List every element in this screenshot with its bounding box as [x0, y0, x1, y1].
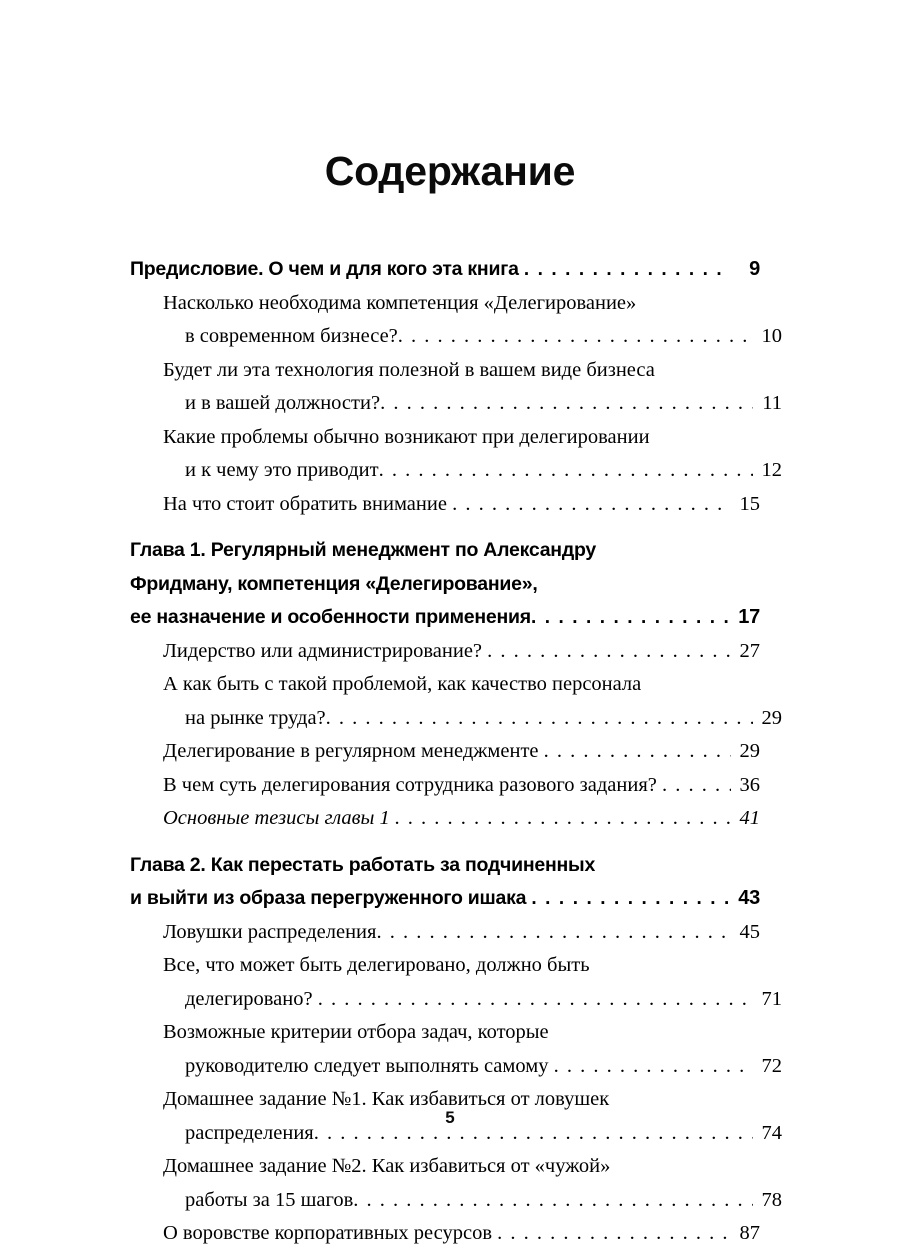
toc-entry-text: в современном бизнесе?: [185, 325, 398, 347]
toc-entry-text: Все, что может быть делегировано, должно быть: [163, 954, 590, 976]
toc-entry-line: [163, 454, 782, 488]
toc-entry-line: [163, 702, 782, 736]
dot-leader: [376, 922, 731, 943]
toc-entry-line: [130, 849, 760, 883]
toc-entry-text: руководителю следует выполнять самому: [185, 1054, 554, 1077]
toc-entry-text: Лидерство или администрирование?: [163, 639, 488, 662]
dot-leader: [487, 641, 731, 662]
toc-page-number: 15: [739, 492, 760, 515]
dot-leader: [662, 775, 731, 796]
toc-entry-text: Глава 1. Регулярный менеджмент по Александру: [130, 539, 596, 561]
toc-entry-text: Насколько необходима компетенция «Делегирование»: [163, 291, 637, 314]
toc-chapter-entry[interactable]: [130, 534, 760, 635]
toc-section-entry[interactable]: [163, 1150, 782, 1217]
toc-section-entry[interactable]: [163, 769, 760, 803]
toc-entry-text: ее назначение и особенности применения: [130, 606, 531, 628]
toc-section-entry[interactable]: [163, 1016, 782, 1083]
toc-section-entry[interactable]: [163, 1217, 760, 1251]
toc-entry-line: [163, 287, 760, 321]
dot-leader: [524, 260, 730, 280]
toc-entry-line: [163, 983, 782, 1017]
toc-section-entry[interactable]: [163, 354, 782, 421]
toc-entry-line: [130, 534, 760, 568]
toc-entry-text: работы за 15 шагов: [185, 1188, 354, 1211]
toc-entry-line: [163, 916, 760, 950]
toc-section-entry[interactable]: [163, 949, 782, 1016]
toc-entry-text: распределения: [185, 1121, 314, 1144]
toc-entry-line: [163, 421, 760, 455]
toc-entry-line: [163, 1150, 760, 1184]
dot-leader: [395, 808, 731, 829]
toc-entry-text: Глава 2. Как перестать работать за подчиненных: [130, 853, 596, 876]
toc-page-number: 29: [739, 740, 760, 762]
toc-entry-line: [163, 354, 760, 388]
toc-entry-line: [163, 1217, 760, 1251]
toc-page-number: 9: [749, 258, 760, 280]
toc-entry-text: В чем суть делегирования сотрудника разового задания?: [163, 773, 662, 796]
toc-entry-line: [163, 1016, 760, 1050]
toc-entry-text: Предисловие. О чем и для кого эта книга: [130, 258, 524, 280]
toc-section-entry[interactable]: [163, 287, 782, 354]
dot-leader: [398, 326, 753, 347]
toc-entry-line: [163, 635, 760, 669]
toc-page-number: 27: [739, 639, 760, 662]
toc-entry-line: [163, 769, 760, 803]
toc-section-entry[interactable]: [163, 802, 760, 836]
dot-leader: [531, 889, 730, 909]
toc-page-number: 17: [738, 606, 760, 628]
toc-section-entry[interactable]: [163, 735, 760, 769]
toc-page-number: 78: [761, 1188, 782, 1211]
toc-entry-text: Будет ли эта технология полезной в вашем виде бизнеса: [163, 358, 655, 381]
toc-page-number: 11: [762, 392, 782, 414]
toc-section-entry[interactable]: [163, 916, 760, 950]
toc-entry-text: и в вашей должности?: [185, 392, 381, 414]
toc-entry-line: [130, 568, 760, 602]
toc-entry-text: Домашнее задание №2. Как избавиться от «чужой»: [163, 1155, 611, 1177]
toc-page-number: 72: [761, 1054, 782, 1077]
toc-entry-line: [163, 735, 760, 769]
toc-section-entry[interactable]: [163, 635, 760, 669]
toc-section-entry[interactable]: [163, 488, 760, 522]
dot-leader: [318, 989, 753, 1010]
toc-page-number: 12: [761, 459, 782, 481]
toc-entry-line: [163, 387, 782, 421]
toc-entry-text: О воровстве корпоративных ресурсов: [163, 1222, 498, 1244]
toc-section-entry[interactable]: [163, 668, 782, 735]
toc-entry-line: [130, 253, 760, 287]
dot-leader: [326, 708, 753, 729]
toc-entry-text: Какие проблемы обычно возникают при делегировании: [163, 425, 650, 448]
toc-entry-text: А как быть с такой проблемой, как качество персонала: [163, 673, 642, 695]
toc-entry-text: на рынке труда?: [185, 706, 326, 729]
dot-leader: [497, 1223, 731, 1244]
toc-page-number: 43: [738, 887, 760, 909]
toc-page-number: 45: [739, 920, 760, 943]
toc-entry-line: [130, 601, 760, 635]
toc-entry-text: Фридману, компетенция «Делегирование»,: [130, 572, 538, 595]
toc-entry-text: Делегирование в регулярном менеджменте: [163, 740, 544, 762]
dot-leader: [554, 1056, 753, 1077]
dot-leader: [544, 741, 731, 762]
section-spacer: [130, 521, 760, 534]
toc-entry-line: [163, 802, 760, 836]
folio-page-number: 5: [445, 1108, 455, 1127]
toc-page-number: 29: [761, 706, 782, 729]
toc-entry-text: и к чему это приводит: [185, 459, 379, 481]
toc-chapter-entry[interactable]: [130, 849, 760, 916]
toc-entry-text: Ловушки распределения: [163, 920, 377, 943]
toc-entry-line: [130, 882, 760, 916]
toc-entry-line: [163, 320, 782, 354]
toc-entry-line: [163, 668, 760, 702]
toc-entry-text: Возможные критерии отбора задач, которые: [163, 1021, 549, 1043]
table-of-contents-list: [130, 253, 782, 1251]
dot-leader: [379, 460, 753, 481]
toc-entry-text: На что стоит обратить внимание: [163, 492, 453, 515]
toc-entry-line: [163, 1050, 782, 1084]
toc-page-number: 74: [761, 1121, 782, 1144]
toc-entry-line: [163, 1184, 782, 1218]
toc-entry-text: делегировано?: [185, 987, 318, 1010]
toc-chapter-entry[interactable]: [130, 253, 760, 287]
toc-entry-text: и выйти из образа перегруженного ишака: [130, 887, 532, 909]
toc-section-entry[interactable]: [163, 421, 782, 488]
toc-entry-text: Основные тезисы главы 1: [163, 807, 395, 829]
toc-page-number: 41: [739, 807, 760, 829]
dot-leader: [531, 608, 730, 628]
toc-page-number: 71: [761, 987, 782, 1010]
toc-page-number: 36: [739, 773, 760, 796]
toc-entry-line: [163, 488, 760, 522]
section-spacer: [130, 836, 760, 849]
dot-leader: [380, 393, 753, 414]
toc-entry-line: [163, 949, 760, 983]
toc-entry-text: Домашнее задание №1. Как избавиться от ловушек: [163, 1088, 610, 1110]
page-title: Содержание: [324, 148, 576, 194]
dot-leader: [452, 494, 731, 515]
toc-page-number: 10: [761, 325, 782, 347]
toc-page-number: 87: [739, 1222, 760, 1244]
